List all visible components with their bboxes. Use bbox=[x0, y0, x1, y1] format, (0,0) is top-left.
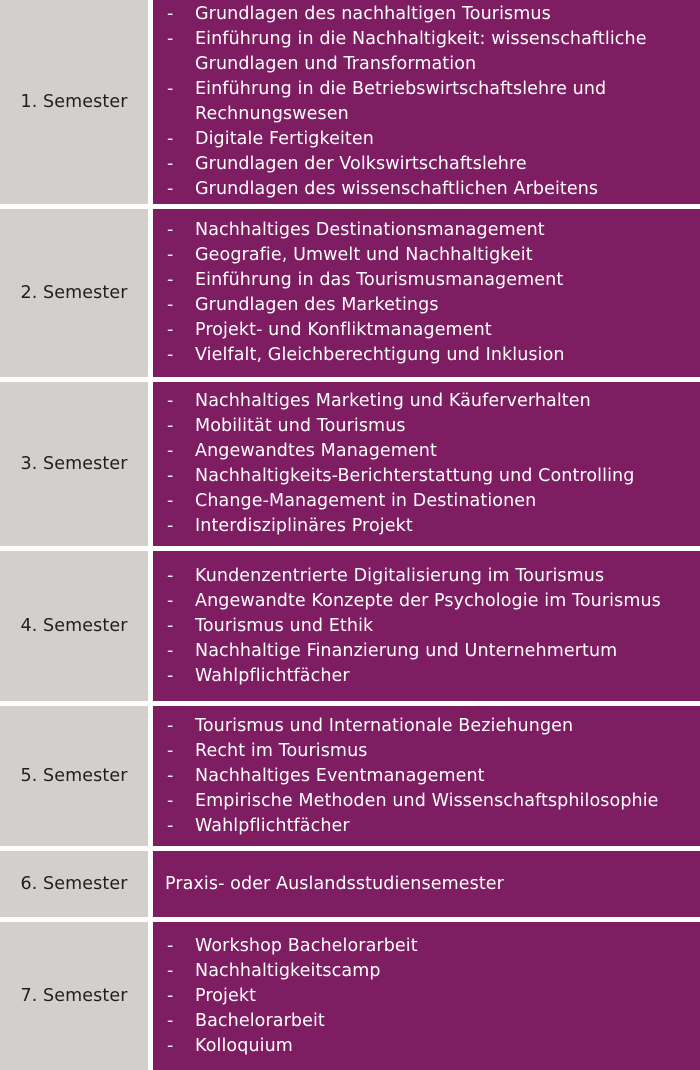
module-item: - Angewandtes Management bbox=[165, 439, 700, 464]
module-list bbox=[165, 714, 700, 839]
module-item: - Digitale Fertigkeiten bbox=[165, 127, 700, 152]
module-item: - Projekt bbox=[165, 984, 700, 1009]
module-list bbox=[165, 218, 700, 368]
module-item: - Nachhaltigkeitscamp bbox=[165, 959, 700, 984]
semester-label: 4. Semester bbox=[0, 551, 148, 701]
semester-row bbox=[0, 851, 700, 917]
semester-row bbox=[0, 551, 700, 701]
module-item: - Kolloquium bbox=[165, 1034, 700, 1059]
semester-label: 5. Semester bbox=[0, 706, 148, 846]
module-list-cell bbox=[153, 551, 700, 701]
module-item: - Projekt- und Konfliktmanagement bbox=[165, 318, 700, 343]
module-list-cell bbox=[153, 851, 700, 917]
module-item: - Einführung in das Tourismusmanagement bbox=[165, 268, 700, 293]
module-item: - Nachhaltiges Destinationsmanagement bbox=[165, 218, 700, 243]
semester-description: Praxis- oder Auslandsstudiensemester bbox=[165, 873, 504, 894]
module-item: - Einführung in die Betriebswirtschaftslehre und Rechnungswesen bbox=[165, 77, 700, 127]
semester-row bbox=[0, 209, 700, 377]
module-item: - Wahlpflichtfächer bbox=[165, 814, 700, 839]
module-item: - Nachhaltige Finanzierung und Unternehmertum bbox=[165, 639, 700, 664]
semester-row bbox=[0, 0, 700, 204]
module-item: - Angewandte Konzepte der Psychologie im Tourismus bbox=[165, 589, 700, 614]
semester-row bbox=[0, 382, 700, 546]
semester-label: 6. Semester bbox=[0, 851, 148, 917]
module-item: - Grundlagen der Volkswirtschaftslehre bbox=[165, 152, 700, 177]
semester-row bbox=[0, 706, 700, 846]
module-list-cell bbox=[153, 209, 700, 377]
module-item: - Geografie, Umwelt und Nachhaltigkeit bbox=[165, 243, 700, 268]
module-item: - Nachhaltiges Eventmanagement bbox=[165, 764, 700, 789]
module-item: - Einführung in die Nachhaltigkeit: wissenschaftliche Grundlagen und Transformation bbox=[165, 27, 700, 77]
module-item: - Change-Management in Destinationen bbox=[165, 489, 700, 514]
module-item: - Recht im Tourismus bbox=[165, 739, 700, 764]
module-item: - Wahlpflichtfächer bbox=[165, 664, 700, 689]
module-list bbox=[165, 2, 700, 202]
semester-label: 3. Semester bbox=[0, 382, 148, 546]
module-item: - Kundenzentrierte Digitalisierung im Tourismus bbox=[165, 564, 700, 589]
module-item: - Grundlagen des Marketings bbox=[165, 293, 700, 318]
module-item: - Empirische Methoden und Wissenschaftsphilosophie bbox=[165, 789, 700, 814]
module-item: - Mobilität und Tourismus bbox=[165, 414, 700, 439]
module-list-cell bbox=[153, 0, 700, 204]
semester-label: 2. Semester bbox=[0, 209, 148, 377]
module-item: - Grundlagen des wissenschaftlichen Arbeitens bbox=[165, 177, 700, 202]
module-item: - Nachhaltiges Marketing und Käuferverhalten bbox=[165, 389, 700, 414]
module-list bbox=[165, 564, 700, 689]
module-item: - Tourismus und Ethik bbox=[165, 614, 700, 639]
module-item: - Vielfalt, Gleichberechtigung und Inklusion bbox=[165, 343, 700, 368]
module-item: - Interdisziplinäres Projekt bbox=[165, 514, 700, 539]
module-item: - Grundlagen des nachhaltigen Tourismus bbox=[165, 2, 700, 27]
module-list-cell bbox=[153, 382, 700, 546]
semester-label: 7. Semester bbox=[0, 922, 148, 1070]
module-item: - Tourismus und Internationale Beziehungen bbox=[165, 714, 700, 739]
semester-row bbox=[0, 922, 700, 1070]
module-item: - Nachhaltigkeits-Berichterstattung und Controlling bbox=[165, 464, 700, 489]
module-item: - Workshop Bachelorarbeit bbox=[165, 934, 700, 959]
module-list-cell bbox=[153, 922, 700, 1070]
module-list bbox=[165, 934, 700, 1059]
semester-label: 1. Semester bbox=[0, 0, 148, 204]
module-list bbox=[165, 389, 700, 539]
module-item: - Bachelorarbeit bbox=[165, 1009, 700, 1034]
module-list-cell bbox=[153, 706, 700, 846]
